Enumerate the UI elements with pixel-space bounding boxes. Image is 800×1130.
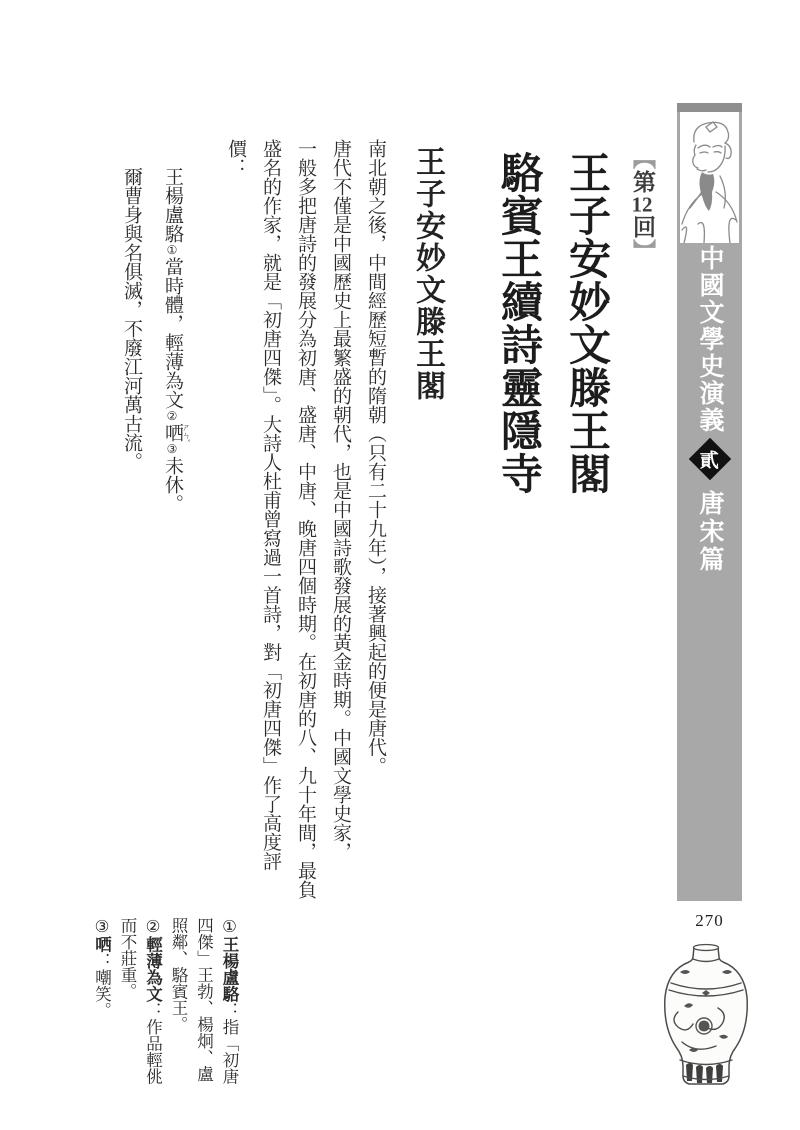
poem-line-1 <box>152 167 193 513</box>
volume-badge <box>677 435 742 483</box>
bracket-open: 【 <box>630 146 655 170</box>
footnote-term: 輕薄為文 <box>143 936 163 1002</box>
series-title-text: 中國文學史演義 <box>696 245 723 434</box>
poem-line-2: 爾曹身與名俱滅，不廢江河萬古流。 <box>121 167 142 471</box>
volume-badge-diamond <box>688 438 730 480</box>
footnote-number: ③ <box>92 917 112 936</box>
body-column: 價： <box>225 139 246 177</box>
volume-badge-text: 貳 <box>699 450 720 472</box>
footnote-ref-1: ① <box>165 243 179 257</box>
footnote-column <box>140 917 166 1085</box>
poem-text: 哂 <box>162 423 183 442</box>
sidebar-band-cap <box>677 103 742 112</box>
footnote-number: ① <box>220 917 239 936</box>
footnote-text: 照鄰、駱賓王。 <box>169 917 188 1033</box>
body-text <box>218 139 393 899</box>
body-column: 南北朝之後，中間經歷短暫的隋朝（只有二十九年），接著興起的便是唐代。 <box>365 139 386 776</box>
poem-quote <box>111 167 193 513</box>
footnote-text: 而不莊重。 <box>118 917 137 1000</box>
footnote-column <box>115 917 141 1085</box>
poem-text: 當時體，輕薄為文 <box>162 257 183 409</box>
bracket-close: 】 <box>630 239 655 263</box>
poem-text: 王楊盧駱 <box>162 167 183 243</box>
footnote-text: 四傑」王勃、楊炯、盧 <box>194 917 214 1082</box>
footnote-ref-2: ② <box>165 409 179 423</box>
shen-zhuyin-ruby <box>162 423 191 442</box>
footnote-number: ② <box>143 917 163 936</box>
footnote-text: ：嘲笑。 <box>92 952 112 1019</box>
footnotes <box>89 917 242 1085</box>
body-column: 唐代不僅是中國歷史上最繁盛的朝代，也是中國詩歌發展的黃金時期。中國文學史家， <box>330 139 351 861</box>
footnote-text: ：作品輕佻 <box>143 1002 163 1085</box>
footnote-column <box>191 917 217 1085</box>
footnote-column <box>217 917 243 1085</box>
chapter-title-line-1: 王子安妙文滕王閣 <box>563 151 609 495</box>
chapter-title-line-2: 駱賓王續詩靈隱寺 <box>495 151 541 495</box>
page-number: 270 <box>695 911 724 930</box>
poet-portrait-icon <box>680 112 739 243</box>
series-section-text: 唐宋篇 <box>696 490 723 574</box>
chapter-prefix: 第 <box>630 170 655 194</box>
porcelain-vase-icon <box>656 942 756 1090</box>
section-heading: 王子安妙文滕王閣 <box>411 146 444 402</box>
sidebar-band <box>677 103 742 901</box>
chapter-label <box>629 146 655 263</box>
chapter-number: 12 <box>631 194 653 215</box>
footnote-term: 王楊盧駱 <box>220 936 239 1002</box>
zhuyin-annotation: ㄕㄣˇ <box>182 423 191 442</box>
poem-text: 未休。 <box>162 456 183 513</box>
footnote-ref-3: ③ <box>165 442 179 456</box>
series-title <box>677 245 742 434</box>
body-column: 一般多把唐詩的發展分為初唐、盛唐、中唐、晚唐四個時期。在初唐的八、九十年間，最負 <box>295 139 316 899</box>
series-section-title <box>677 490 742 574</box>
chapter-suffix: 回 <box>630 215 655 239</box>
footnote-text: ：指「初唐 <box>220 1002 239 1085</box>
footnote-column <box>166 917 192 1085</box>
footnote-column <box>89 917 115 1085</box>
footnote-term: 哂 <box>92 936 112 953</box>
chapter-title <box>484 151 620 495</box>
body-column: 盛名的作家，就是「初唐四傑」。大詩人杜甫曾寫過一首詩，對「初唐四傑」作了高度評 <box>260 139 281 871</box>
